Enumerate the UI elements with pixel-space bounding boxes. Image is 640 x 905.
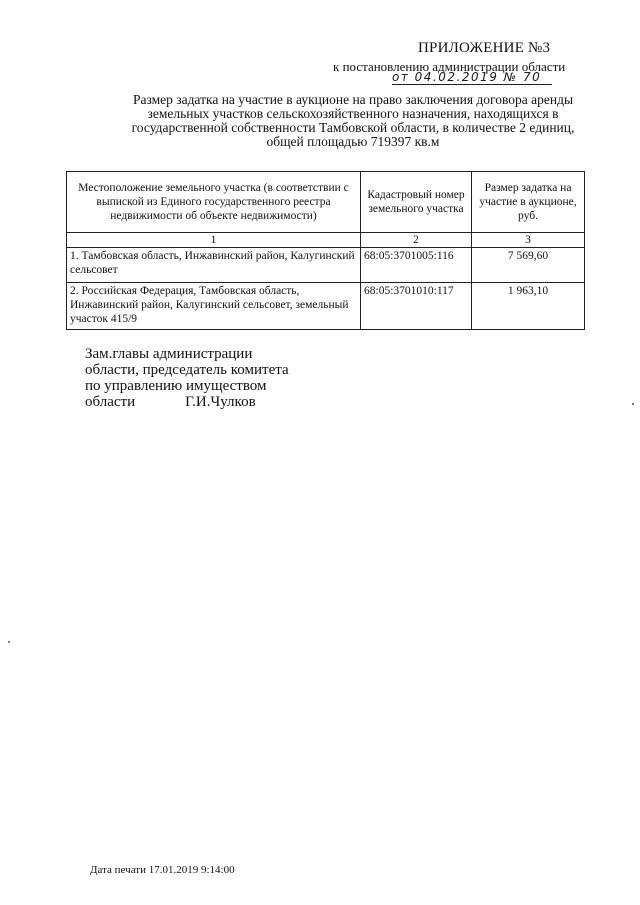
header-deposit: Размер задатка на участие в аукционе, руб. <box>472 172 585 233</box>
document-heading <box>70 93 636 149</box>
print-date: Дата печати 17.01.2019 9:14:00 <box>90 864 235 876</box>
table-header-row <box>67 172 585 233</box>
table-row <box>67 283 585 330</box>
signature-line-prefix: области <box>85 394 136 410</box>
heading-line: земельных участков сельскохозяйственного назначения, находящихся в <box>147 106 559 121</box>
row-deposit: 1 963,10 <box>472 283 585 330</box>
signature-line: по управлению имуществом <box>85 378 267 394</box>
deposit-table <box>66 171 585 330</box>
column-number: 2 <box>361 233 472 248</box>
heading-line: общей площадью 719397 кв.м <box>266 134 440 149</box>
header-cadastral: Кадастровый номер земельного участка <box>361 172 472 233</box>
row-deposit: 7 569,60 <box>472 248 585 283</box>
handwritten-date: от 04.02.2019 № 70 <box>392 70 542 84</box>
heading-line: государственной собственности Тамбовской области, в количестве 2 единиц, <box>131 120 575 135</box>
column-number: 3 <box>472 233 585 248</box>
appendix-title: ПРИЛОЖЕНИЕ №3 <box>418 40 551 56</box>
row-cadastral: 68:05:3701010:117 <box>361 283 472 330</box>
row-cadastral: 68:05:3701005:116 <box>361 248 472 283</box>
scan-speck <box>8 641 10 643</box>
signature-block <box>85 346 289 410</box>
column-number: 1 <box>67 233 361 248</box>
signature-line: области, председатель комитета <box>85 362 289 378</box>
signature-last-line <box>85 394 289 410</box>
header-location: Местоположение земельного участка (в соответствии с выпиской из Единого государственного реестра недвижимости об объекте недвижимости) <box>67 172 361 233</box>
row-location: 2. Российская Федерация, Тамбовская область, Инжавинский район, Калугинский сельсовет, земельный участок 415/9 <box>67 283 361 330</box>
column-number-row <box>67 233 585 248</box>
signatory-name: Г.И.Чулков <box>185 394 256 410</box>
scan-speck <box>632 403 634 405</box>
row-location: 1. Тамбовская область, Инжавинский район, Калугинский сельсовет <box>67 248 361 283</box>
signature-line: Зам.главы администрации <box>85 346 253 362</box>
table-row <box>67 248 585 283</box>
handwritten-underline <box>392 84 552 85</box>
appendix-subtitle: к постановлению администрации области <box>333 59 566 74</box>
heading-line: Размер задатка на участие в аукционе на право заключения договора аренды <box>132 92 574 107</box>
